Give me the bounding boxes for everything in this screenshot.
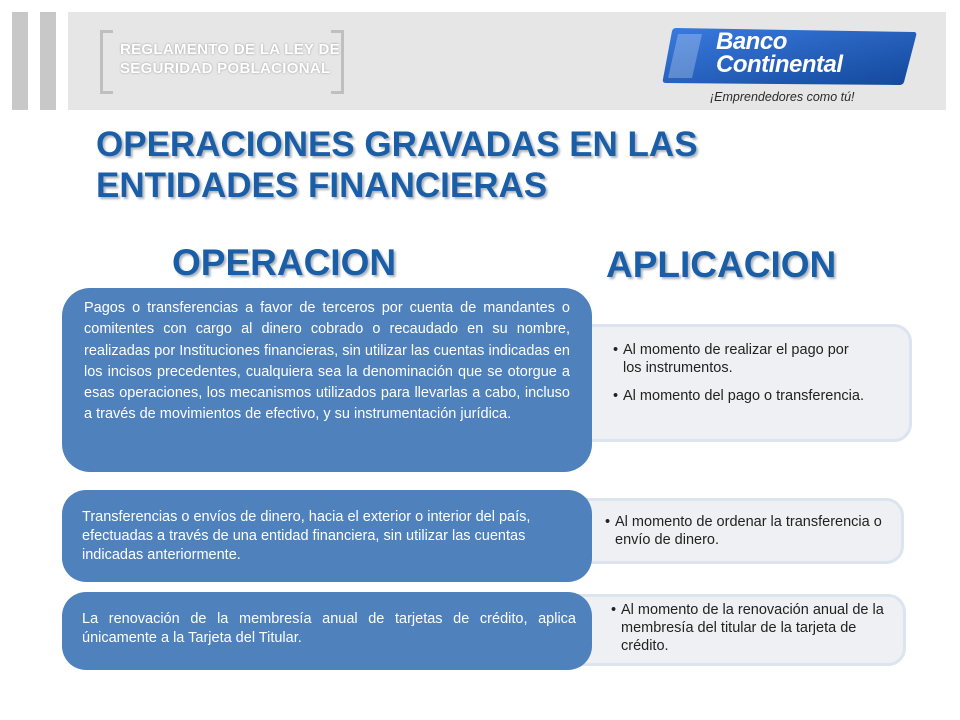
operation-box-3 — [62, 592, 592, 670]
column-heading-operation: OPERACION — [172, 242, 397, 283]
operation-text: Transferencias o envíos de dinero, hacia el exterior o interior del país, efectuadas a través de una entidad financiera, sin utilizar las cuentas indicadas anteriormente. — [82, 509, 531, 563]
application-list-2 — [605, 513, 887, 549]
application-box-1 — [556, 324, 912, 442]
header-band — [0, 0, 960, 118]
decorative-bar — [12, 12, 28, 110]
logo-text-banco: Banco — [716, 28, 787, 55]
operation-box-2 — [62, 490, 592, 582]
application-item: • Al momento de realizar el pago por los instrumentos. — [613, 341, 869, 377]
operation-text: La renovación de la membresía anual de tarjetas de crédito, aplica únicamente a la Tarjeta del Titular. — [82, 611, 576, 646]
slogan: ¡Emprendedores como tú! — [710, 90, 855, 104]
page-title: OPERACIONES GRAVADAS EN LAS ENTIDADES FINANCIERAS — [96, 125, 698, 205]
logo-text-continental: Continental — [716, 51, 843, 78]
application-list-1 — [613, 341, 869, 405]
application-list-3 — [611, 601, 901, 655]
left-bracket — [100, 30, 113, 94]
application-item: • Al momento de la renovación anual de la membresía del titular de la tarjeta de crédito. — [611, 601, 901, 655]
application-item: • Al momento de ordenar la transferencia o envío de dinero. — [605, 513, 887, 549]
operation-box-1 — [62, 288, 592, 472]
regulation-text — [120, 40, 340, 78]
decorative-bar — [40, 12, 56, 110]
regulation-label — [100, 30, 344, 90]
application-item: • Al momento del pago o transferencia. — [613, 387, 869, 405]
bank-logo — [662, 26, 918, 86]
regulation-line-1: REGLAMENTO DE LA LEY DE — [120, 41, 340, 58]
operation-text: Pagos o transferencias a favor de terceros por cuenta de mandantes o comitentes con cargo al dinero cobrado o recaudado en su nombre, realizadas por Instituciones financieras, sin utilizar las cuentas indicadas en los incisos precedentes, cualquiera sea la denominación que se otorgue a esas operaciones, los mecanismos utilizados para llevarlas a cabo, incluso a través de movimientos de efectivo, y su instrumentación jurídica. — [84, 300, 570, 423]
column-heading-application: APLICACION — [606, 244, 837, 285]
application-box-2 — [556, 498, 904, 564]
application-box-3 — [556, 594, 906, 666]
regulation-line-2: SEGURIDAD POBLACIONAL — [120, 60, 331, 77]
